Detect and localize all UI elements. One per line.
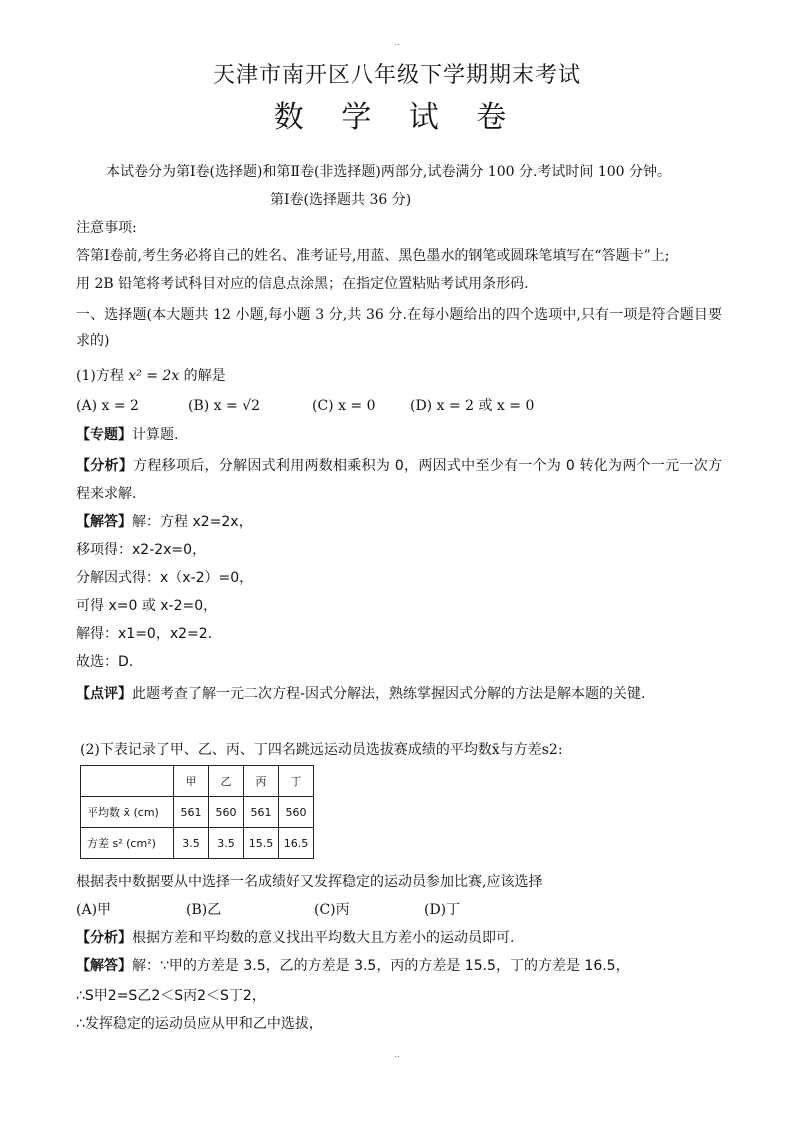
q1-analysis-text: 方程移项后，分解因式利用两数相乘积为 0，两因式中至少有一个为 0 转化为两个一元一次方程来求解.	[76, 458, 723, 502]
q2-answer-l1: 解：∵甲的方差是 3.5，乙的方差是 3.5，丙的方差是 15.5，丁的方差是 16.5，	[132, 958, 630, 974]
q1-comment-text: 此题考查了解一元二次方程-因式分解法，熟练掌握因式分解的方法是解本题的关键.	[132, 686, 646, 702]
q2-analysis-text: 根据方差和平均数的意义找出平均数大且方差小的运动员即可.	[132, 930, 515, 946]
table-cell: 3.5	[209, 828, 244, 859]
q2-option-d: (D)丁	[424, 902, 461, 918]
q1-analysis-tag: 【分析】	[76, 458, 134, 474]
q2-answer-line-3: ∴发挥稳定的运动员应从甲和乙中选拔，	[76, 1016, 323, 1032]
q2-analysis-tag: 【分析】	[76, 930, 132, 946]
table-header-cell: 乙	[209, 766, 244, 797]
table-cell: 15.5	[244, 828, 279, 859]
q2-answer-line-2: ∴S甲2=S乙2＜S丙2＜S丁2，	[76, 988, 266, 1004]
exam-subtitle: 数 学 试 卷	[273, 100, 521, 135]
table-cell: 16.5	[279, 828, 314, 859]
q1-comment-tag: 【点评】	[76, 686, 132, 702]
exam-title: 天津市南开区八年级下学期期末考试	[212, 63, 581, 88]
table-cell: 560	[209, 797, 244, 828]
table-header-row	[81, 766, 314, 797]
q1-stem-eq: x² = 2x	[128, 368, 180, 384]
table-cell: 561	[244, 797, 279, 828]
q1-answer-line-6: 故选：D.	[76, 654, 134, 670]
q1-answer-line-3: 分解因式得：x（x-2）=0，	[76, 570, 254, 586]
q2-options	[76, 900, 460, 920]
q2-option-b: (B)乙	[186, 902, 222, 918]
q1-answer-line-1	[76, 512, 253, 532]
q1-analysis	[76, 452, 722, 508]
q2-data-table	[80, 765, 314, 859]
q1-comment	[76, 680, 722, 708]
q2-option-a: (A)甲	[76, 902, 112, 918]
q1-answer-tag: 【解答】	[76, 514, 132, 530]
table-cell: 平均数 x̄ (cm)	[81, 797, 174, 828]
q1-stem	[76, 366, 226, 386]
q1-option-a: (A) x = 2	[76, 398, 139, 414]
table-cell: 561	[174, 797, 209, 828]
q1-stem-post: 的解是	[179, 368, 226, 384]
notice-heading: 注意事项:	[76, 220, 137, 236]
q2-answer-tag: 【解答】	[76, 958, 132, 974]
q1-topic-text: 计算题.	[132, 427, 179, 443]
table-header-cell	[81, 766, 174, 797]
table-cell: 560	[279, 797, 314, 828]
q1-answer-line-2: 移项得：x2-2x=0，	[76, 542, 207, 558]
table-cell: 3.5	[174, 828, 209, 859]
top-mark: ..	[394, 38, 400, 47]
table-row	[81, 828, 314, 859]
q2-analysis	[76, 928, 514, 948]
q1-answer-line-5: 解得：x1=0，x2=2.	[76, 626, 213, 642]
table-row	[81, 797, 314, 828]
q1-stem-pre: (1)方程	[76, 368, 129, 384]
intro-text: 本试卷分为第Ⅰ卷(选择题)和第Ⅱ卷(非选择题)两部分,试卷满分 100 分.考试时间 100 分钟。	[106, 164, 672, 180]
q1-answer-l1: 解：方程 x2=2x，	[132, 514, 253, 530]
q1-topic	[76, 425, 178, 445]
table-header-cell: 甲	[174, 766, 209, 797]
q2-question: 根据表中数据要从中选择一名成绩好又发挥稳定的运动员参加比赛,应该选择	[76, 874, 543, 890]
bottom-mark: ..	[394, 1050, 400, 1059]
part1-heading: 第Ⅰ卷(选择题共 36 分)	[270, 192, 412, 208]
table-header-cell: 丙	[244, 766, 279, 797]
q1-options	[76, 396, 534, 416]
section-1-heading: 一、选择题(本大题共 12 小题,每小题 3 分,共 36 分.在每小题给出的四个选项中,只有一项是符合题目要求的)	[76, 307, 722, 349]
notice-line-1: 答第Ⅰ卷前,考生务必将自己的姓名、准考证号,用蓝、黑色墨水的钢笔或圆珠笔填写在“答题卡”上;	[76, 248, 670, 264]
q1-option-c: (C) x = 0	[312, 398, 376, 414]
q2-option-c: (C)丙	[314, 902, 350, 918]
q1-option-d: (D) x = 2 或 x = 0	[410, 398, 535, 414]
q2-answer-line-1	[76, 956, 630, 976]
q1-topic-tag: 【专题】	[76, 427, 132, 443]
q1-option-b: (B) x = √2	[188, 398, 261, 414]
notice-line-2: 用 2B 铅笔将考试科目对应的信息点涂黑；在指定位置粘贴考试用条形码.	[76, 276, 529, 292]
q1-answer-line-4: 可得 x=0 或 x-2=0，	[76, 598, 218, 614]
table-header-cell: 丁	[279, 766, 314, 797]
q2-stem: (2)下表记录了甲、乙、丙、丁四名跳远运动员选拔赛成绩的平均数x̄与方差s2:	[80, 742, 563, 758]
table-cell: 方差 s² (cm²)	[81, 828, 174, 859]
